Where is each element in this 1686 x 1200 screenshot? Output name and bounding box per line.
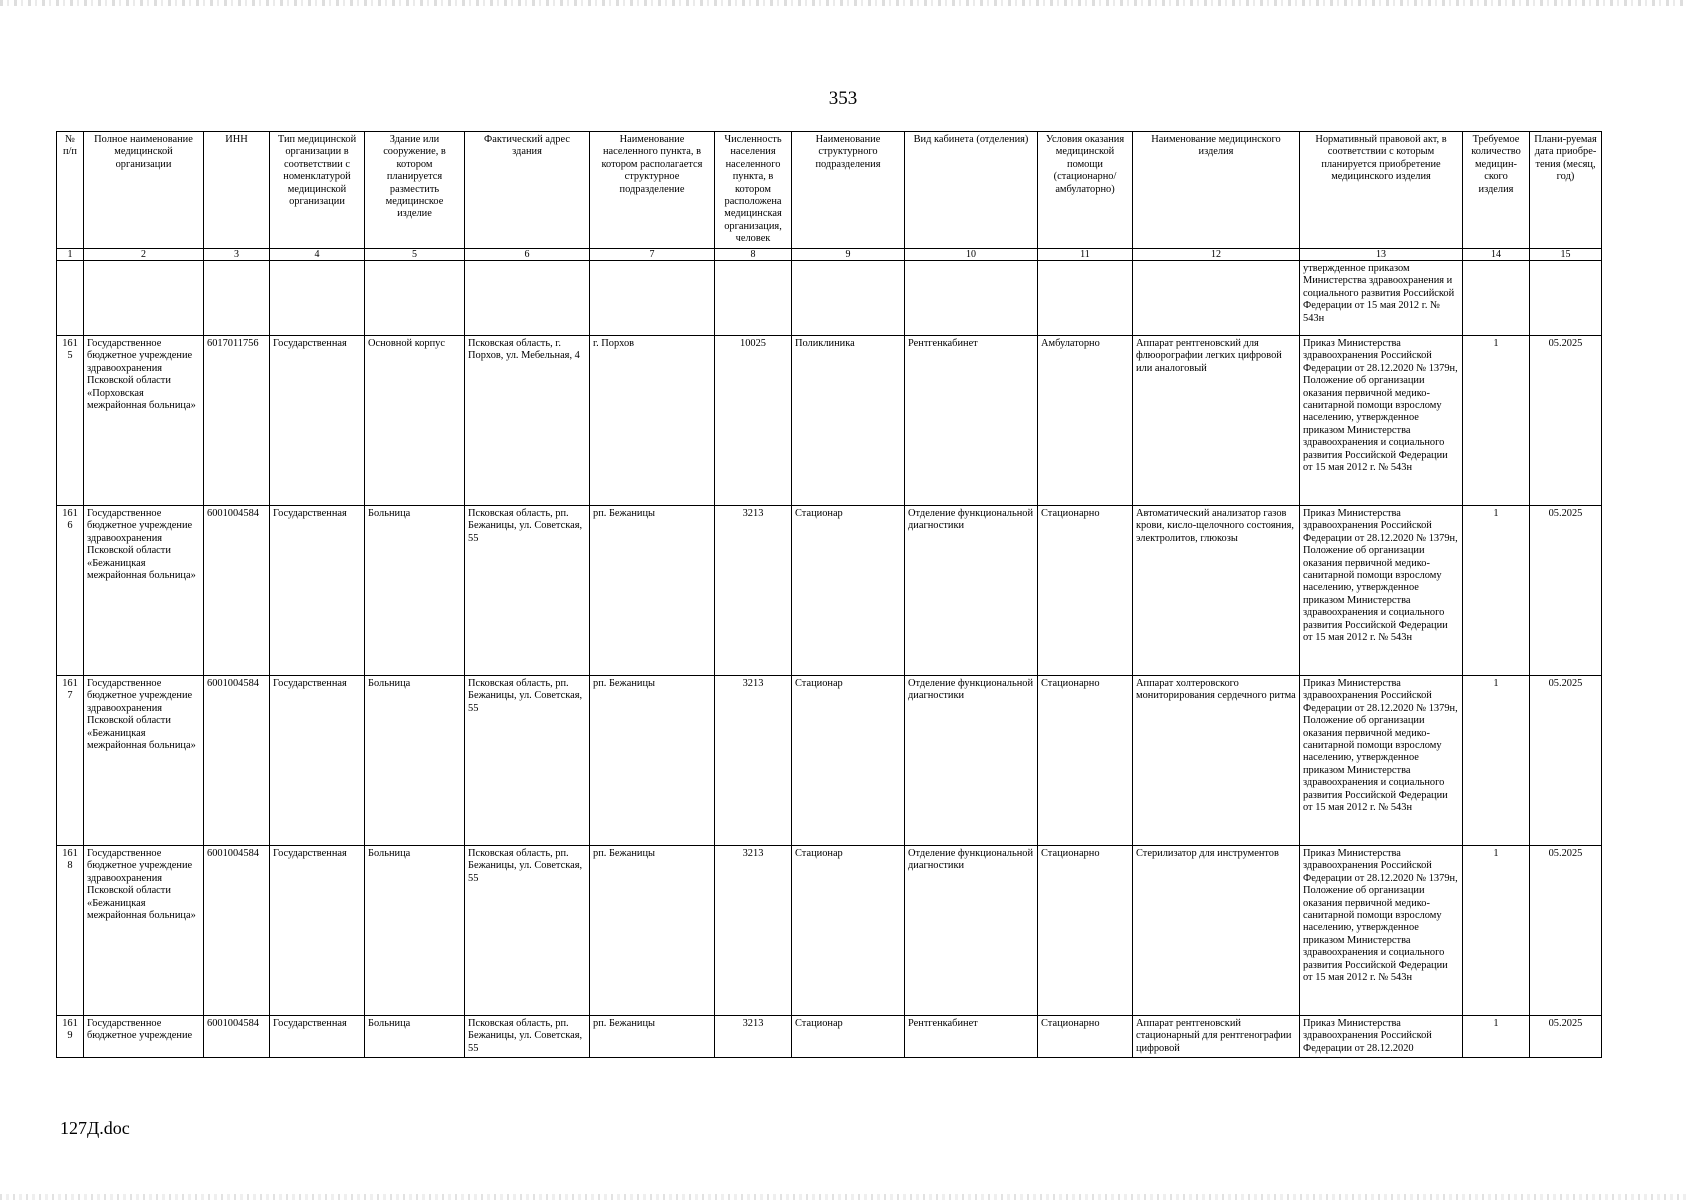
device-name: Аппарат рентгеновский для флюорографии легких цифровой или аналоговый xyxy=(1133,336,1300,506)
continuation-act-text: утвержденное приказом Министерства здравоохранения и социального развития Российской Федерации от 15 мая 2012 г. № 543н xyxy=(1300,261,1463,336)
cabinet: Отделение функциональной диагностики xyxy=(905,506,1038,676)
org-name: Государственное бюджетное учреждение здравоохранения Псковской области «Бежаницкая межрайонная больница» xyxy=(84,676,204,846)
building: Больница xyxy=(365,846,465,1016)
division: Стационар xyxy=(792,1016,905,1058)
page-number: 353 xyxy=(828,88,858,109)
legal-act: Приказ Министерства здравоохранения Российской Федерации от 28.12.2020 № 1379н, Положение об организации оказания первичной медико-санитарной помощи взрослому населению, утвержденное приказом Министерства здравоохранения и социального развития Российской Федерации от 15 мая 2012 г. № 543н xyxy=(1300,336,1463,506)
equipment-table xyxy=(56,131,1602,1058)
device-name: Стерилизатор для инструментов xyxy=(1133,846,1300,1016)
table-row xyxy=(57,336,1602,506)
device-name: Автоматический анализатор газов крови, кисло-щелочного состояния, электролитов, глюкозы xyxy=(1133,506,1300,676)
org-type: Государственная xyxy=(270,336,365,506)
quantity: 1 xyxy=(1463,846,1530,1016)
header-cell: Тип медицинской организации в соответствии с номенклатурой медицинской организации xyxy=(270,132,365,249)
empty-cell xyxy=(905,261,1038,336)
building: Больница xyxy=(365,506,465,676)
table-row xyxy=(57,506,1602,676)
column-number: 8 xyxy=(715,249,792,261)
division: Поликлиника xyxy=(792,336,905,506)
empty-cell xyxy=(1133,261,1300,336)
empty-cell xyxy=(1038,261,1133,336)
inn: 6001004584 xyxy=(204,846,270,1016)
division: Стационар xyxy=(792,506,905,676)
table-row xyxy=(57,846,1602,1016)
column-number: 9 xyxy=(792,249,905,261)
planned-date: 05.2025 xyxy=(1530,1016,1602,1058)
locality: г. Порхов xyxy=(590,336,715,506)
header-cell: Вид кабинета (отделения) xyxy=(905,132,1038,249)
column-number: 6 xyxy=(465,249,590,261)
conditions: Стационарно xyxy=(1038,1016,1133,1058)
empty-cell xyxy=(270,261,365,336)
empty-cell xyxy=(204,261,270,336)
column-number-row xyxy=(57,249,1602,261)
cabinet: Отделение функциональной диагностики xyxy=(905,676,1038,846)
address: Псковская область, г. Порхов, ул. Мебельная, 4 xyxy=(465,336,590,506)
cabinet: Рентгенкабинет xyxy=(905,336,1038,506)
division: Стационар xyxy=(792,846,905,1016)
locality: рп. Бежаницы xyxy=(590,1016,715,1058)
cabinet: Отделение функциональной диагностики xyxy=(905,846,1038,1016)
row-number: 1617 xyxy=(57,676,84,846)
quantity: 1 xyxy=(1463,506,1530,676)
legal-act: Приказ Министерства здравоохранения Российской Федерации от 28.12.2020 № 1379н, Положение об организации оказания первичной медико-санитарной помощи взрослому населению, утвержденное приказом Министерства здравоохранения и социального развития Российской Федерации от 15 мая 2012 г. № 543н xyxy=(1300,846,1463,1016)
planned-date: 05.2025 xyxy=(1530,506,1602,676)
empty-cell xyxy=(590,261,715,336)
empty-cell xyxy=(57,261,84,336)
device-name: Аппарат холтеровского мониторирования сердечного ритма xyxy=(1133,676,1300,846)
population: 3213 xyxy=(715,506,792,676)
quantity: 1 xyxy=(1463,1016,1530,1058)
cabinet: Рентгенкабинет xyxy=(905,1016,1038,1058)
row-number: 1618 xyxy=(57,846,84,1016)
inn: 6017011756 xyxy=(204,336,270,506)
planned-date: 05.2025 xyxy=(1530,846,1602,1016)
header-cell: ИНН xyxy=(204,132,270,249)
conditions: Стационарно xyxy=(1038,506,1133,676)
building: Основной корпус xyxy=(365,336,465,506)
header-cell: Требуемое количество медицин-ского изделия xyxy=(1463,132,1530,249)
quantity: 1 xyxy=(1463,676,1530,846)
column-number: 7 xyxy=(590,249,715,261)
address: Псковская область, рп. Бежаницы, ул. Советская, 55 xyxy=(465,846,590,1016)
population: 3213 xyxy=(715,676,792,846)
conditions: Стационарно xyxy=(1038,846,1133,1016)
planned-date: 05.2025 xyxy=(1530,336,1602,506)
column-number: 11 xyxy=(1038,249,1133,261)
header-cell: Фактический адрес здания xyxy=(465,132,590,249)
org-type: Государственная xyxy=(270,846,365,1016)
address: Псковская область, рп. Бежаницы, ул. Советская, 55 xyxy=(465,1016,590,1058)
row-number: 1619 xyxy=(57,1016,84,1058)
planned-date: 05.2025 xyxy=(1530,676,1602,846)
column-number: 10 xyxy=(905,249,1038,261)
header-cell: Наименование структурного подразделения xyxy=(792,132,905,249)
header-cell: Здание или сооружение, в котором планируется разместить медицинское изделие xyxy=(365,132,465,249)
column-number: 15 xyxy=(1530,249,1602,261)
locality: рп. Бежаницы xyxy=(590,676,715,846)
locality: рп. Бежаницы xyxy=(590,506,715,676)
column-number: 3 xyxy=(204,249,270,261)
header-cell: № п/п xyxy=(57,132,84,249)
org-type: Государственная xyxy=(270,506,365,676)
footer-filename: 127Д.doc xyxy=(60,1118,130,1138)
header-cell: Плани-руемая дата приобре-тения (месяц, год) xyxy=(1530,132,1602,249)
table-row xyxy=(57,1016,1602,1058)
legal-act: Приказ Министерства здравоохранения Российской Федерации от 28.12.2020 № 1379н, Положение об организации оказания первичной медико-санитарной помощи взрослому населению, утвержденное приказом Министерства здравоохранения и социального развития Российской Федерации от 15 мая 2012 г. № 543н xyxy=(1300,676,1463,846)
building: Больница xyxy=(365,1016,465,1058)
org-type: Государственная xyxy=(270,676,365,846)
org-name: Государственное бюджетное учреждение xyxy=(84,1016,204,1058)
continuation-row xyxy=(57,261,1602,336)
population: 3213 xyxy=(715,846,792,1016)
header-cell: Нормативный правовой акт, в соответствии с которым планируется приобретение медицинского изделия xyxy=(1300,132,1463,249)
org-name: Государственное бюджетное учреждение здравоохранения Псковской области «Бежаницкая межрайонная больница» xyxy=(84,846,204,1016)
header-row xyxy=(57,132,1602,249)
org-name: Государственное бюджетное учреждение здравоохранения Псковской области «Порховская межрайонная больница» xyxy=(84,336,204,506)
scan-edge-bottom xyxy=(0,1194,1686,1200)
conditions: Стационарно xyxy=(1038,676,1133,846)
column-number: 4 xyxy=(270,249,365,261)
column-number: 12 xyxy=(1133,249,1300,261)
column-number: 13 xyxy=(1300,249,1463,261)
address: Псковская область, рп. Бежаницы, ул. Советская, 55 xyxy=(465,676,590,846)
empty-cell xyxy=(84,261,204,336)
header-cell: Наименование населенного пункта, в котором располагается структурное подразделение xyxy=(590,132,715,249)
column-number: 1 xyxy=(57,249,84,261)
header-cell: Полное наименование медицинской организации xyxy=(84,132,204,249)
column-number: 14 xyxy=(1463,249,1530,261)
empty-cell xyxy=(1530,261,1602,336)
column-number: 2 xyxy=(84,249,204,261)
header-cell: Численность населения населенного пункта, в котором расположена медицинская организация, человек xyxy=(715,132,792,249)
header-cell: Наименование медицинского изделия xyxy=(1133,132,1300,249)
empty-cell xyxy=(715,261,792,336)
row-number: 1615 xyxy=(57,336,84,506)
population: 3213 xyxy=(715,1016,792,1058)
inn: 6001004584 xyxy=(204,676,270,846)
inn: 6001004584 xyxy=(204,506,270,676)
scan-edge-top xyxy=(0,0,1686,6)
quantity: 1 xyxy=(1463,336,1530,506)
building: Больница xyxy=(365,676,465,846)
division: Стационар xyxy=(792,676,905,846)
org-name: Государственное бюджетное учреждение здравоохранения Псковской области «Бежаницкая межрайонная больница» xyxy=(84,506,204,676)
table-row xyxy=(57,676,1602,846)
column-number: 5 xyxy=(365,249,465,261)
empty-cell xyxy=(465,261,590,336)
conditions: Амбулаторно xyxy=(1038,336,1133,506)
inn: 6001004584 xyxy=(204,1016,270,1058)
address: Псковская область, рп. Бежаницы, ул. Советская, 55 xyxy=(465,506,590,676)
org-type: Государственная xyxy=(270,1016,365,1058)
empty-cell xyxy=(365,261,465,336)
empty-cell xyxy=(792,261,905,336)
population: 10025 xyxy=(715,336,792,506)
legal-act: Приказ Министерства здравоохранения Российской Федерации от 28.12.2020 xyxy=(1300,1016,1463,1058)
legal-act: Приказ Министерства здравоохранения Российской Федерации от 28.12.2020 № 1379н, Положение об организации оказания первичной медико-санитарной помощи взрослому населению, утвержденное приказом Министерства здравоохранения и социального развития Российской Федерации от 15 мая 2012 г. № 543н xyxy=(1300,506,1463,676)
row-number: 1616 xyxy=(57,506,84,676)
device-name: Аппарат рентгеновский стационарный для рентгенографии цифровой xyxy=(1133,1016,1300,1058)
header-cell: Условия оказания медицинской помощи (стационарно/ амбулаторно) xyxy=(1038,132,1133,249)
locality: рп. Бежаницы xyxy=(590,846,715,1016)
empty-cell xyxy=(1463,261,1530,336)
